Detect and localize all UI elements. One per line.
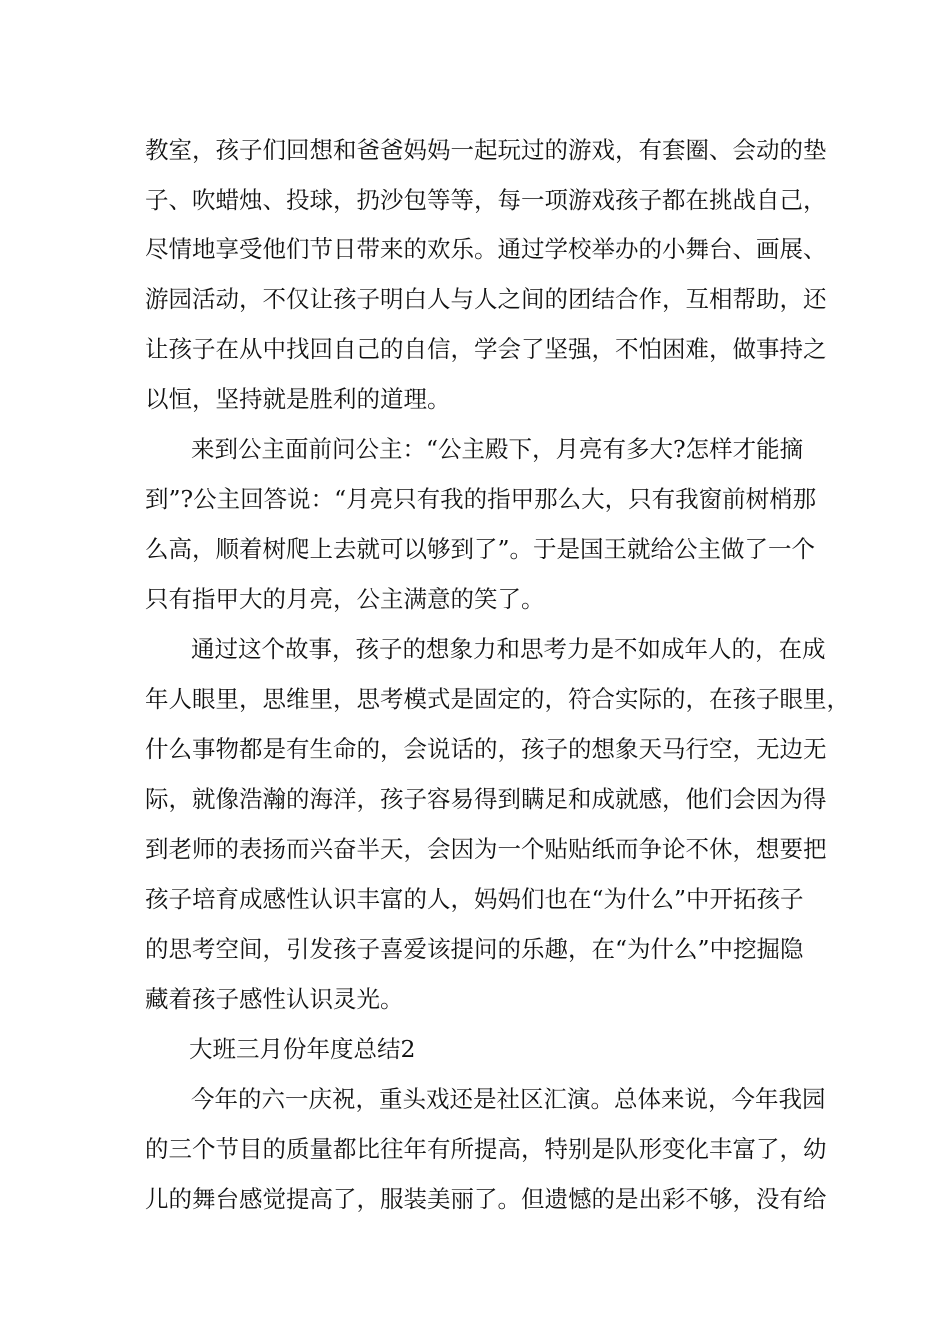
text-line: 只有指甲大的月亮，公主满意的笑了。 bbox=[145, 585, 545, 613]
text-line: 么高，顺着树爬上去就可以够到了”。于是国王就给公主做了一个 bbox=[145, 535, 816, 563]
section-heading: 大班三月份年度总结2 bbox=[189, 1035, 416, 1063]
text-line: 儿的舞台感觉提高了，服装美丽了。但遗憾的是出彩不够，没有给 bbox=[145, 1185, 827, 1213]
text-line: 游园活动，不仅让孩子明白人与人之间的团结合作，互相帮助，还 bbox=[145, 285, 827, 313]
text-line: 到”?公主回答说：“月亮只有我的指甲那么大，只有我窗前树梢那 bbox=[145, 485, 817, 513]
paragraph-first-line: 今年的六一庆祝，重头戏还是社区汇演。总体来说，今年我园 bbox=[191, 1085, 826, 1113]
text-line: 的三个节目的质量都比往年有所提高，特别是队形变化丰富了，幼 bbox=[145, 1135, 827, 1163]
paragraph-first-line: 来到公主面前问公主：“公主殿下，月亮有多大?怎样才能摘 bbox=[191, 435, 804, 463]
text-line: 尽情地享受他们节日带来的欢乐。通过学校举办的小舞台、画展、 bbox=[145, 235, 827, 263]
paragraph-first-line: 通过这个故事，孩子的想象力和思考力是不如成年人的，在成 bbox=[191, 635, 826, 663]
text-line: 到老师的表扬而兴奋半天，会因为一个贴贴纸而争论不休，想要把 bbox=[145, 835, 827, 863]
text-line: 什么事物都是有生命的，会说话的，孩子的想象天马行空，无边无 bbox=[145, 735, 827, 763]
text-line: 子、吹蜡烛、投球，扔沙包等等，每一项游戏孩子都在挑战自己， bbox=[145, 186, 827, 214]
text-line: 让孩子在从中找回自己的自信，学会了坚强，不怕困难，做事持之 bbox=[145, 335, 827, 363]
text-line: 孩子培育成感性认识丰富的人，妈妈们也在“为什么”中开拓孩子 bbox=[145, 885, 804, 913]
text-line: 际，就像浩瀚的海洋，孩子容易得到瞒足和成就感，他们会因为得 bbox=[145, 785, 827, 813]
text-line: 教室，孩子们回想和爸爸妈妈一起玩过的游戏，有套圈、会动的垫 bbox=[145, 136, 827, 164]
text-line: 的思考空间，引发孩子喜爱该提问的乐趣，在“为什么”中挖掘隐 bbox=[145, 935, 804, 963]
text-line: 藏着孩子感性认识灵光。 bbox=[145, 985, 404, 1013]
text-line: 年人眼里，思维里，思考模式是固定的，符合实际的，在孩子眼里， bbox=[145, 685, 850, 713]
text-line: 以恒，坚持就是胜利的道理。 bbox=[145, 385, 451, 413]
